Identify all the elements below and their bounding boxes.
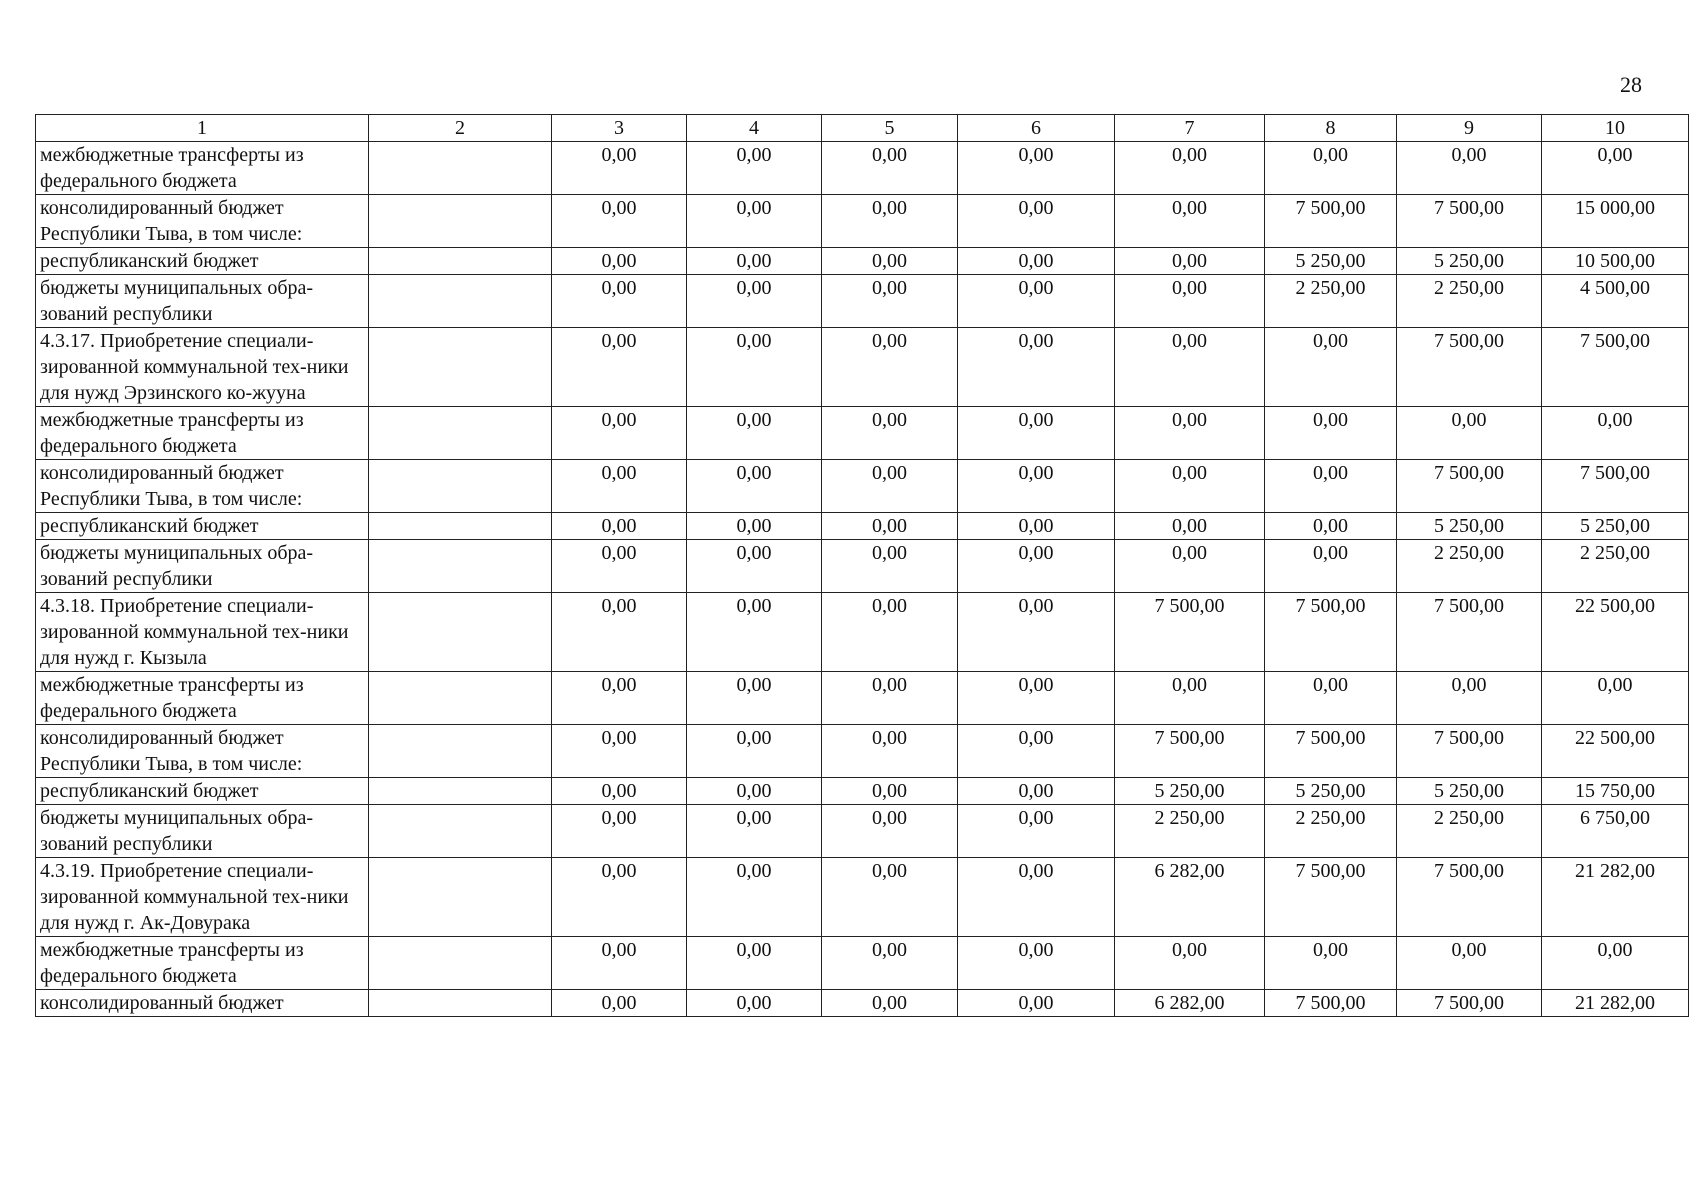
row-value-cell: 0,00 <box>822 858 958 937</box>
row-value-cell: 0,00 <box>552 990 687 1017</box>
row-value-cell: 0,00 <box>822 805 958 858</box>
table-row <box>36 725 1689 778</box>
row-col2-cell <box>369 937 552 990</box>
column-header: 8 <box>1265 115 1397 142</box>
row-col2-cell <box>369 805 552 858</box>
row-label: 4.3.17. Приобретение специали-зированной коммунальной тех-ники для нужд Эрзинского ко-жууна <box>36 328 369 407</box>
table-row <box>36 858 1689 937</box>
row-value-cell: 0,00 <box>1542 407 1689 460</box>
row-value-cell: 4 500,00 <box>1542 275 1689 328</box>
row-value-cell: 0,00 <box>958 672 1115 725</box>
row-value-cell: 0,00 <box>1397 937 1542 990</box>
table-row <box>36 248 1689 275</box>
row-value-cell: 0,00 <box>1115 142 1265 195</box>
row-value-cell: 0,00 <box>822 778 958 805</box>
row-value-cell: 0,00 <box>552 805 687 858</box>
row-value-cell: 0,00 <box>552 460 687 513</box>
column-header: 3 <box>552 115 687 142</box>
row-value-cell: 0,00 <box>958 593 1115 672</box>
row-value-cell: 0,00 <box>552 540 687 593</box>
row-value-cell: 0,00 <box>958 407 1115 460</box>
row-value-cell: 0,00 <box>552 672 687 725</box>
row-value-cell: 0,00 <box>552 593 687 672</box>
row-label: межбюджетные трансферты из федерального бюджета <box>36 672 369 725</box>
row-value-cell: 0,00 <box>958 937 1115 990</box>
row-col2-cell <box>369 990 552 1017</box>
row-col2-cell <box>369 540 552 593</box>
table-row <box>36 460 1689 513</box>
row-value-cell: 0,00 <box>552 142 687 195</box>
row-value-cell: 0,00 <box>552 195 687 248</box>
row-value-cell: 0,00 <box>687 858 822 937</box>
row-value-cell: 0,00 <box>1115 248 1265 275</box>
row-value-cell: 0,00 <box>822 275 958 328</box>
row-value-cell: 0,00 <box>1115 513 1265 540</box>
column-header: 9 <box>1397 115 1542 142</box>
row-value-cell: 22 500,00 <box>1542 593 1689 672</box>
row-label: 4.3.18. Приобретение специали-зированной коммунальной тех-ники для нужд г. Кызыла <box>36 593 369 672</box>
column-header: 10 <box>1542 115 1689 142</box>
table-row <box>36 672 1689 725</box>
row-value-cell: 0,00 <box>687 805 822 858</box>
row-col2-cell <box>369 593 552 672</box>
row-value-cell: 0,00 <box>552 513 687 540</box>
row-label: республиканский бюджет <box>36 513 369 540</box>
row-value-cell: 0,00 <box>552 858 687 937</box>
row-value-cell: 15 750,00 <box>1542 778 1689 805</box>
row-value-cell: 7 500,00 <box>1265 195 1397 248</box>
row-value-cell: 0,00 <box>958 328 1115 407</box>
row-value-cell: 0,00 <box>1265 513 1397 540</box>
row-value-cell: 7 500,00 <box>1265 990 1397 1017</box>
row-value-cell: 0,00 <box>1265 937 1397 990</box>
row-col2-cell <box>369 672 552 725</box>
row-value-cell: 0,00 <box>687 407 822 460</box>
column-header: 1 <box>36 115 369 142</box>
row-value-cell: 0,00 <box>1542 937 1689 990</box>
row-value-cell: 0,00 <box>687 937 822 990</box>
row-value-cell: 0,00 <box>687 725 822 778</box>
row-value-cell: 2 250,00 <box>1115 805 1265 858</box>
row-value-cell: 5 250,00 <box>1397 248 1542 275</box>
row-value-cell: 0,00 <box>1115 460 1265 513</box>
table-row <box>36 593 1689 672</box>
table-row <box>36 142 1689 195</box>
row-value-cell: 7 500,00 <box>1397 593 1542 672</box>
row-col2-cell <box>369 195 552 248</box>
row-value-cell: 5 250,00 <box>1397 778 1542 805</box>
row-value-cell: 0,00 <box>958 275 1115 328</box>
row-value-cell: 6 282,00 <box>1115 858 1265 937</box>
row-value-cell: 0,00 <box>958 858 1115 937</box>
row-label: консолидированный бюджет <box>36 990 369 1017</box>
row-value-cell: 7 500,00 <box>1265 593 1397 672</box>
row-value-cell: 0,00 <box>822 248 958 275</box>
row-label: межбюджетные трансферты из федерального бюджета <box>36 407 369 460</box>
row-value-cell: 0,00 <box>1397 672 1542 725</box>
row-label: республиканский бюджет <box>36 778 369 805</box>
row-value-cell: 6 750,00 <box>1542 805 1689 858</box>
budget-table <box>35 114 1689 1017</box>
row-value-cell: 21 282,00 <box>1542 858 1689 937</box>
row-value-cell: 0,00 <box>822 540 958 593</box>
row-value-cell: 7 500,00 <box>1115 593 1265 672</box>
row-value-cell: 2 250,00 <box>1397 805 1542 858</box>
row-value-cell: 0,00 <box>1397 407 1542 460</box>
row-value-cell: 0,00 <box>958 725 1115 778</box>
row-col2-cell <box>369 248 552 275</box>
row-value-cell: 5 250,00 <box>1265 778 1397 805</box>
row-label: бюджеты муниципальных обра-зований республики <box>36 275 369 328</box>
row-label: консолидированный бюджет Республики Тыва, в том числе: <box>36 460 369 513</box>
row-value-cell: 0,00 <box>552 778 687 805</box>
row-value-cell: 0,00 <box>822 990 958 1017</box>
row-value-cell: 0,00 <box>687 778 822 805</box>
row-label: межбюджетные трансферты из федерального бюджета <box>36 937 369 990</box>
row-value-cell: 0,00 <box>822 407 958 460</box>
row-value-cell: 7 500,00 <box>1397 725 1542 778</box>
row-value-cell: 0,00 <box>1115 672 1265 725</box>
row-value-cell: 0,00 <box>958 460 1115 513</box>
row-value-cell: 7 500,00 <box>1542 328 1689 407</box>
table-row <box>36 540 1689 593</box>
row-value-cell: 0,00 <box>1542 142 1689 195</box>
row-value-cell: 0,00 <box>1115 407 1265 460</box>
row-value-cell: 7 500,00 <box>1265 858 1397 937</box>
row-value-cell: 0,00 <box>1397 142 1542 195</box>
row-value-cell: 6 282,00 <box>1115 990 1265 1017</box>
row-value-cell: 0,00 <box>1265 540 1397 593</box>
row-value-cell: 0,00 <box>1542 672 1689 725</box>
row-value-cell: 0,00 <box>687 990 822 1017</box>
table-row <box>36 937 1689 990</box>
row-value-cell: 7 500,00 <box>1397 858 1542 937</box>
table-row <box>36 328 1689 407</box>
row-value-cell: 7 500,00 <box>1397 195 1542 248</box>
row-value-cell: 5 250,00 <box>1542 513 1689 540</box>
row-value-cell: 0,00 <box>822 513 958 540</box>
row-label: межбюджетные трансферты из федерального бюджета <box>36 142 369 195</box>
row-col2-cell <box>369 460 552 513</box>
row-col2-cell <box>369 858 552 937</box>
row-value-cell: 0,00 <box>552 937 687 990</box>
row-value-cell: 0,00 <box>1115 195 1265 248</box>
row-value-cell: 7 500,00 <box>1397 460 1542 513</box>
row-value-cell: 0,00 <box>687 593 822 672</box>
row-value-cell: 2 250,00 <box>1265 275 1397 328</box>
table-row <box>36 990 1689 1017</box>
row-value-cell: 0,00 <box>1265 672 1397 725</box>
row-value-cell: 0,00 <box>552 328 687 407</box>
row-label: консолидированный бюджет Республики Тыва, в том числе: <box>36 725 369 778</box>
row-value-cell: 0,00 <box>1265 328 1397 407</box>
row-value-cell: 0,00 <box>687 195 822 248</box>
row-value-cell: 0,00 <box>1265 460 1397 513</box>
row-col2-cell <box>369 725 552 778</box>
row-value-cell: 15 000,00 <box>1542 195 1689 248</box>
row-value-cell: 0,00 <box>822 142 958 195</box>
row-value-cell: 0,00 <box>1115 540 1265 593</box>
row-value-cell: 0,00 <box>1265 407 1397 460</box>
row-value-cell: 0,00 <box>958 990 1115 1017</box>
row-value-cell: 7 500,00 <box>1397 990 1542 1017</box>
row-value-cell: 0,00 <box>958 142 1115 195</box>
row-value-cell: 0,00 <box>552 725 687 778</box>
table-row <box>36 407 1689 460</box>
row-value-cell: 0,00 <box>552 248 687 275</box>
row-value-cell: 7 500,00 <box>1265 725 1397 778</box>
row-col2-cell <box>369 778 552 805</box>
table-row <box>36 195 1689 248</box>
row-value-cell: 7 500,00 <box>1115 725 1265 778</box>
row-col2-cell <box>369 275 552 328</box>
row-value-cell: 0,00 <box>822 672 958 725</box>
row-value-cell: 0,00 <box>1115 275 1265 328</box>
row-value-cell: 5 250,00 <box>1115 778 1265 805</box>
column-header: 6 <box>958 115 1115 142</box>
row-value-cell: 2 250,00 <box>1265 805 1397 858</box>
row-value-cell: 0,00 <box>822 725 958 778</box>
row-value-cell: 0,00 <box>687 540 822 593</box>
row-value-cell: 5 250,00 <box>1397 513 1542 540</box>
table-row <box>36 778 1689 805</box>
row-value-cell: 0,00 <box>1115 937 1265 990</box>
row-value-cell: 0,00 <box>958 540 1115 593</box>
row-col2-cell <box>369 407 552 460</box>
row-value-cell: 0,00 <box>552 275 687 328</box>
row-value-cell: 0,00 <box>687 142 822 195</box>
column-header: 5 <box>822 115 958 142</box>
row-value-cell: 2 250,00 <box>1397 275 1542 328</box>
row-value-cell: 21 282,00 <box>1542 990 1689 1017</box>
row-col2-cell <box>369 142 552 195</box>
row-value-cell: 0,00 <box>958 805 1115 858</box>
row-value-cell: 0,00 <box>687 513 822 540</box>
row-value-cell: 0,00 <box>687 460 822 513</box>
row-label: республиканский бюджет <box>36 248 369 275</box>
row-value-cell: 7 500,00 <box>1397 328 1542 407</box>
row-value-cell: 2 250,00 <box>1397 540 1542 593</box>
row-value-cell: 10 500,00 <box>1542 248 1689 275</box>
row-value-cell: 2 250,00 <box>1542 540 1689 593</box>
row-value-cell: 0,00 <box>958 248 1115 275</box>
row-label: 4.3.19. Приобретение специали-зированной коммунальной тех-ники для нужд г. Ак-Довурака <box>36 858 369 937</box>
row-label: консолидированный бюджет Республики Тыва, в том числе: <box>36 195 369 248</box>
row-value-cell: 0,00 <box>822 195 958 248</box>
row-value-cell: 0,00 <box>958 778 1115 805</box>
row-value-cell: 5 250,00 <box>1265 248 1397 275</box>
row-value-cell: 0,00 <box>822 328 958 407</box>
row-value-cell: 22 500,00 <box>1542 725 1689 778</box>
row-value-cell: 0,00 <box>687 328 822 407</box>
table-row <box>36 513 1689 540</box>
row-value-cell: 0,00 <box>822 593 958 672</box>
column-header: 7 <box>1115 115 1265 142</box>
row-value-cell: 0,00 <box>687 672 822 725</box>
row-value-cell: 0,00 <box>552 407 687 460</box>
row-value-cell: 0,00 <box>1115 328 1265 407</box>
row-value-cell: 0,00 <box>687 248 822 275</box>
row-col2-cell <box>369 513 552 540</box>
column-header: 4 <box>687 115 822 142</box>
row-label: бюджеты муниципальных обра-зований республики <box>36 540 369 593</box>
row-label: бюджеты муниципальных обра-зований республики <box>36 805 369 858</box>
row-value-cell: 0,00 <box>822 460 958 513</box>
row-value-cell: 0,00 <box>958 195 1115 248</box>
page-number: 28 <box>1620 72 1642 97</box>
table-body <box>36 142 1689 1017</box>
row-value-cell: 0,00 <box>687 275 822 328</box>
column-number-row <box>36 115 1689 142</box>
table-row <box>36 275 1689 328</box>
row-value-cell: 0,00 <box>1265 142 1397 195</box>
row-col2-cell <box>369 328 552 407</box>
row-value-cell: 0,00 <box>958 513 1115 540</box>
column-header: 2 <box>369 115 552 142</box>
row-value-cell: 7 500,00 <box>1542 460 1689 513</box>
table-row <box>36 805 1689 858</box>
row-value-cell: 0,00 <box>822 937 958 990</box>
